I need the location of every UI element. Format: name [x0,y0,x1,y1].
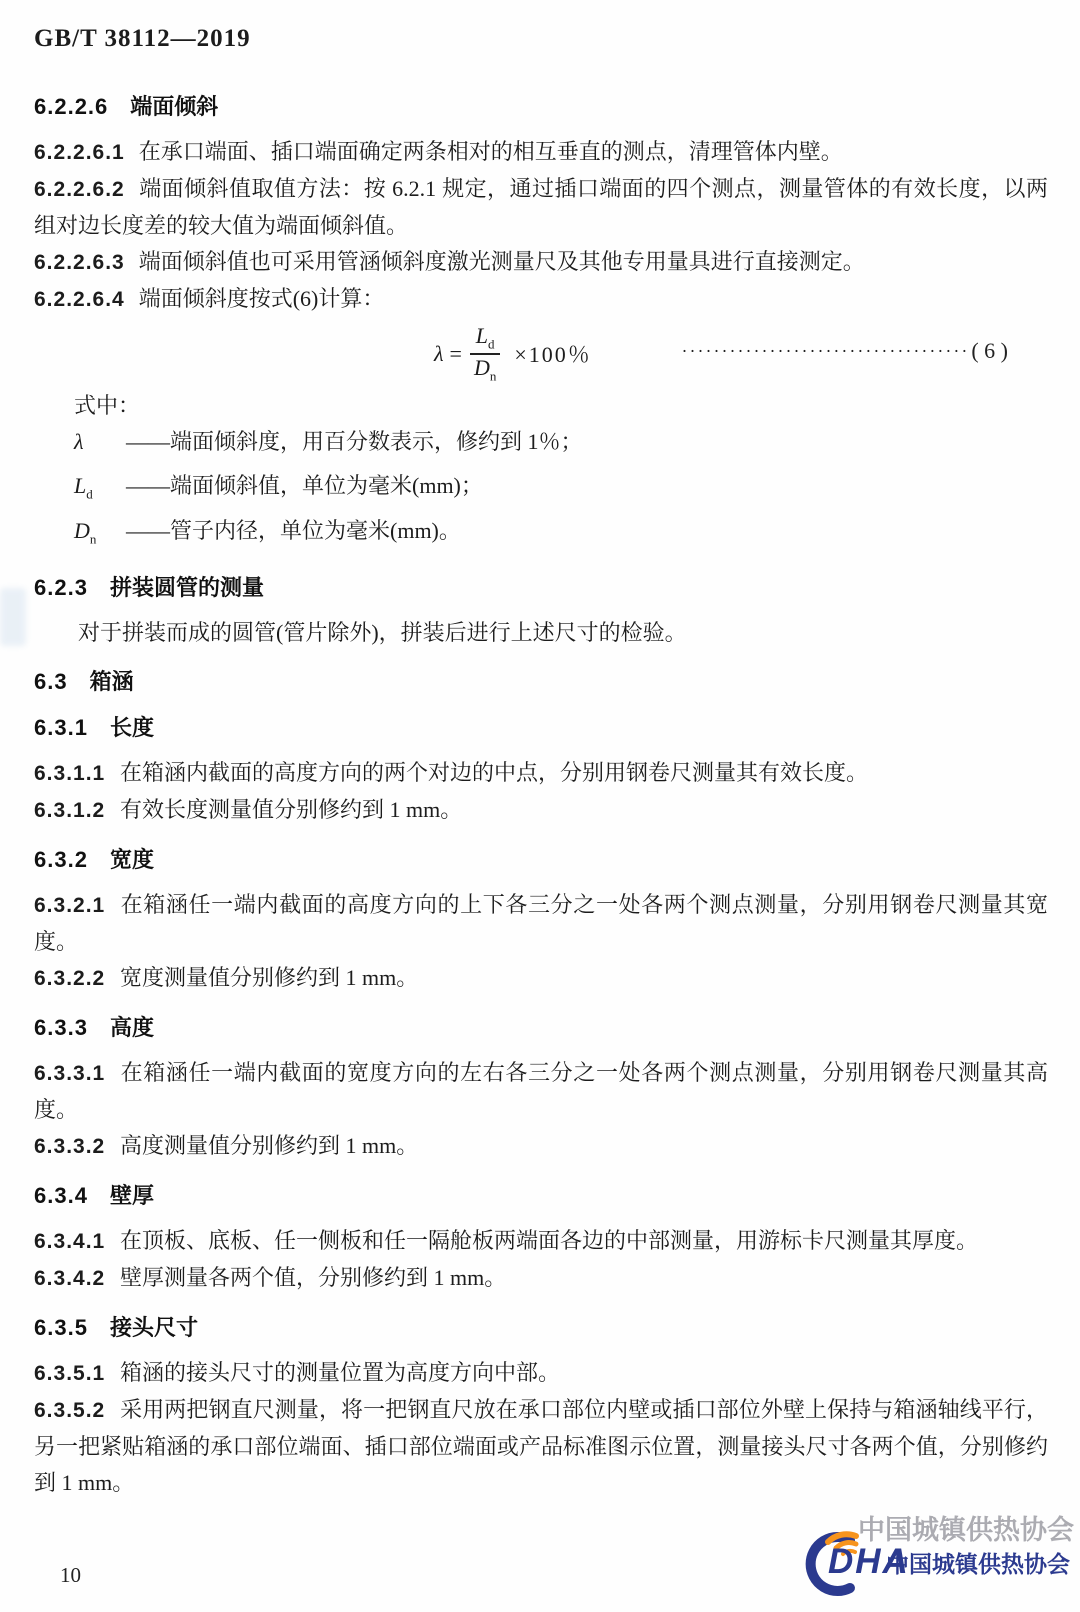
formula-6-expression [434,324,592,383]
clause-text: 壁厚测量各两个值，分别修约到 1 mm。 [120,1265,507,1291]
dash: —— [126,473,170,499]
fraction-denominator: $D_n$ [473,354,497,384]
clause-number: 6.3 [34,669,68,695]
clause-number: 6.3.3.1 [34,1062,106,1086]
clause-text: 高度测量值分别修约到 1 mm。 [120,1133,419,1159]
clause-number: 6.3.1.1 [34,762,106,786]
formula-multiplier: ×100％ [514,342,592,368]
clause-6-3-3-1 [34,1055,1048,1128]
clause-number: 6.3.4.2 [34,1267,106,1291]
association-name-cn: 中国城镇供热协会 [886,1551,1070,1577]
scan-smudge-artifact [0,588,26,646]
formula-lhs: λ [434,340,444,366]
clause-number: 6.2.2.6 [34,94,109,119]
clause-6-2-2-6-3 [34,244,1048,281]
symbol-description: 管子内径，单位为毫米(mm)。 [170,517,461,543]
clause-number: 6.3.3.2 [34,1135,106,1159]
clause-number: 6.3.2.2 [34,967,106,991]
symbol-dn: $D_n$ [74,517,97,547]
clause-6-3-5-1 [34,1355,1048,1392]
symbol-description: 端面倾斜值，单位为毫米(mm)； [170,473,483,499]
where-item-ld [74,468,1048,512]
symbol-lambda: λ [74,429,84,454]
clause-number: 6.3.4 [34,1183,88,1209]
clause-text: 宽度测量值分别修约到 1 mm。 [120,965,419,991]
heading-6-2-3 [34,573,1048,603]
clause-number: 6.2.2.6.4 [34,288,125,311]
formula-fraction [470,324,500,383]
clause-number: 6.3.1 [34,715,88,741]
clause-title: 箱涵 [89,669,134,695]
heading-6-3-2 [34,845,1048,875]
clause-text: 在箱涵任一端内截面的宽度方向的左右各三分之一处各两个测点测量，分别用钢卷尺测量其高度。 [34,1060,1048,1123]
clause-text: 在箱涵任一端内截面的高度方向的上下各三分之一处各两个测点测量，分别用钢卷尺测量其宽度。 [34,892,1048,955]
clause-text: 有效长度测量值分别修约到 1 mm。 [120,797,463,823]
clause-6-2-3-body: 对于拼装而成的圆管(管片除外)，拼装后进行上述尺寸的检验。 [78,620,687,646]
clause-text: 端面倾斜度按式(6)计算： [138,286,385,311]
formula-equals: = [449,340,462,366]
dot-leader: ···································· [681,341,970,361]
dha-acronym: DHA [828,1542,910,1581]
clause-number: 6.3.2 [34,847,88,873]
clause-number: 6.2.2.6.1 [34,141,125,164]
clause-title: 高度 [109,1015,154,1041]
clause-6-3-4-1 [34,1223,1048,1260]
clause-title: 端面倾斜 [130,94,219,119]
clause-number: 6.3.5.2 [34,1399,106,1423]
clause-text: 采用两把钢直尺测量，将一把钢直尺放在承口部位内壁或插口部位外壁上保持与箱涵轴线平行，另一把紧贴箱涵的承口部位端面、插口部位端面或产品标准图示位置，测量接头尺寸各两个值，分别修约到 1 mm。 [34,1397,1048,1496]
clause-number: 6.3.2.1 [34,894,106,918]
dash: —— [126,517,170,543]
clause-text: 端面倾斜值也可采用管涵倾斜度激光测量尺及其他专用量具进行直接测定。 [138,249,865,274]
formula-6-row [34,324,1048,388]
clause-title: 接头尺寸 [109,1315,198,1341]
clause-title: 壁厚 [109,1183,154,1209]
clause-text: 在箱涵内截面的高度方向的两个对边的中点，分别用钢卷尺测量其有效长度。 [120,760,869,786]
heading-6-3-1 [34,713,1048,743]
clause-6-3-4-2 [34,1260,1048,1297]
where-item-dn [74,513,1048,557]
clause-6-3-3-2 [34,1128,1048,1165]
clause-6-2-2-6-4 [34,281,1048,318]
clause-number: 6.2.3 [34,575,88,601]
clause-6-3-2-2 [34,960,1048,997]
clause-6-3-2-1 [34,887,1048,960]
clause-6-2-2-6-1 [34,134,1048,171]
symbol-ld: $L_d$ [74,473,93,502]
where-item-lambda [74,424,1048,468]
equation-number: ( 6 ) [971,338,1008,363]
clause-number: 6.2.2.6.3 [34,251,125,274]
heading-6-3 [34,667,1048,697]
heading-6-3-3 [34,1013,1048,1043]
symbol-description: 端面倾斜度，用百分数表示，修约到 1％； [170,429,583,454]
heading-6-3-4 [34,1181,1048,1211]
dash: —— [126,429,170,454]
heading-6-3-5 [34,1313,1048,1343]
clause-text: 箱涵的接头尺寸的测量位置为高度方向中部。 [120,1360,561,1386]
clause-6-3-1-2 [34,792,1048,829]
page-number: 10 [60,1563,81,1587]
heading-6-2-2-6 [34,92,1048,122]
clause-text: 端面倾斜值取值方法：按 6.2.1 规定，通过插口端面的四个测点，测量管体的有效长度，以两组对边长度差的较大值为端面倾斜值。 [34,176,1048,238]
association-name-ghost: 中国城镇供热协会 [858,1515,1074,1545]
clause-number: 6.3.3 [34,1015,88,1041]
formula-6-reference [682,338,1008,364]
clause-6-2-2-6-2 [34,171,1048,244]
clause-6-3-1-1 [34,755,1048,792]
clause-title: 长度 [109,715,154,741]
clause-number: 6.2.2.6.2 [34,178,125,201]
clause-title: 宽度 [109,847,154,873]
clause-number: 6.3.5 [34,1315,88,1341]
clause-text: 在承口端面、插口端面确定两条相对的相互垂直的测点，清理管体内壁。 [138,139,843,164]
clause-title: 拼装圆管的测量 [109,575,264,601]
association-watermark-logo [758,1502,1074,1598]
clause-text: 在顶板、底板、任一侧板和任一隔舱板两端面各边的中部测量，用游标卡尺测量其厚度。 [120,1228,979,1254]
fraction-numerator: $L_d$ [470,324,500,355]
clause-6-3-5-2 [34,1392,1048,1501]
standard-code-header: GB/T 38112—2019 [34,25,251,52]
formula-where-list [74,388,1048,557]
where-label: 式中： [74,393,141,418]
clause-number: 6.3.1.2 [34,799,106,823]
clause-number: 6.3.4.1 [34,1230,106,1254]
clause-number: 6.3.5.1 [34,1362,106,1386]
